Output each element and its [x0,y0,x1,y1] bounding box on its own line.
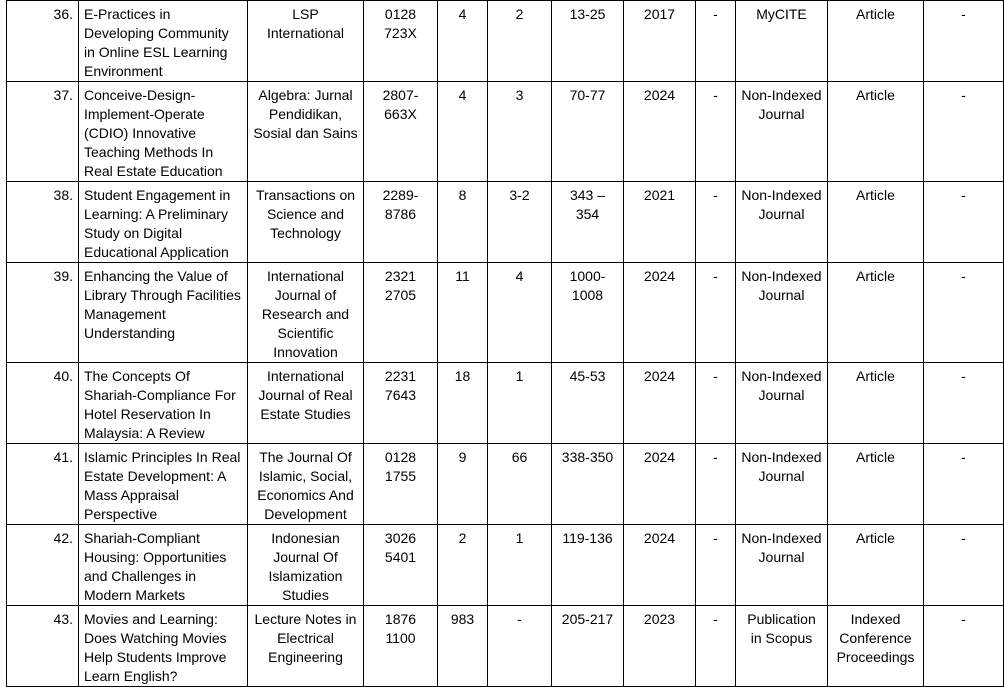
publication-type: Article [828,1,924,82]
remark-cell: - [924,606,1004,687]
volume: 4 [438,1,488,82]
issue: 3-2 [488,182,552,263]
publication-type: Article [828,182,924,263]
pages: 205-217 [552,606,624,687]
row-number: 43. [7,606,79,687]
article-title: Movies and Learning: Does Watching Movies Help Students Improve Learn English? [79,606,248,687]
journal-name: Lecture Notes in Electrical Engineering [248,606,364,687]
volume: 8 [438,182,488,263]
year: 2024 [624,363,696,444]
issue: 3 [488,82,552,182]
pages: 119-136 [552,525,624,606]
article-title: Islamic Principles In Real Estate Development: A Mass Appraisal Perspective [79,444,248,525]
remark-cell: - [924,1,1004,82]
publication-type: Article [828,444,924,525]
year: 2021 [624,182,696,263]
row-number: 41. [7,444,79,525]
issue: 1 [488,525,552,606]
volume: 4 [438,82,488,182]
issn: 2807-663X [364,82,438,182]
indexing: MyCITE [736,1,828,82]
journal-name: The Journal Of Islamic, Social, Economics And Development [248,444,364,525]
table-row [7,1,1004,82]
dash-cell: - [696,1,736,82]
volume: 983 [438,606,488,687]
issue: 66 [488,444,552,525]
row-number: 36. [7,1,79,82]
year: 2023 [624,606,696,687]
issue: 2 [488,1,552,82]
year: 2017 [624,1,696,82]
dash-cell: - [696,363,736,444]
publication-type: Article [828,525,924,606]
year: 2024 [624,263,696,363]
issn: 1876 1100 [364,606,438,687]
year: 2024 [624,444,696,525]
publication-type: Article [828,82,924,182]
volume: 11 [438,263,488,363]
remark-cell: - [924,182,1004,263]
article-title: The Concepts Of Shariah-Compliance For Hotel Reservation In Malaysia: A Review [79,363,248,444]
issn: 0128 1755 [364,444,438,525]
publication-type: Indexed Conference Proceedings [828,606,924,687]
table-row [7,525,1004,606]
journal-name: Transactions on Science and Technology [248,182,364,263]
article-title: Shariah-Compliant Housing: Opportunities and Challenges in Modern Markets [79,525,248,606]
volume: 18 [438,363,488,444]
year: 2024 [624,82,696,182]
table-row [7,182,1004,263]
journal-name: Indonesian Journal Of Islamization Studies [248,525,364,606]
pages: 1000-1008 [552,263,624,363]
publications-table [6,0,1004,687]
pages: 45-53 [552,363,624,444]
dash-cell: - [696,525,736,606]
article-title: E-Practices in Developing Community in Online ESL Learning Environment [79,1,248,82]
pages: 338-350 [552,444,624,525]
row-number: 40. [7,363,79,444]
issue: - [488,606,552,687]
article-title: Conceive-Design-Implement-Operate (CDIO) Innovative Teaching Methods In Real Estate Education [79,82,248,182]
table-body [7,1,1004,687]
dash-cell: - [696,263,736,363]
row-number: 37. [7,82,79,182]
table-row [7,606,1004,687]
table-row [7,82,1004,182]
issn: 2231 7643 [364,363,438,444]
pages: 70-77 [552,82,624,182]
row-number: 38. [7,182,79,263]
pages: 13-25 [552,1,624,82]
table-row [7,263,1004,363]
dash-cell: - [696,182,736,263]
indexing: Non-Indexed Journal [736,82,828,182]
issue: 1 [488,363,552,444]
volume: 2 [438,525,488,606]
issn: 0128 723X [364,1,438,82]
issn: 3026 5401 [364,525,438,606]
article-title: Student Engagement in Learning: A Preliminary Study on Digital Educational Application [79,182,248,263]
issn: 2289-8786 [364,182,438,263]
publication-type: Article [828,263,924,363]
indexing: Non-Indexed Journal [736,182,828,263]
pages: 343 – 354 [552,182,624,263]
year: 2024 [624,525,696,606]
issue: 4 [488,263,552,363]
indexing: Non-Indexed Journal [736,525,828,606]
remark-cell: - [924,82,1004,182]
indexing: Non-Indexed Journal [736,263,828,363]
journal-name: LSP International [248,1,364,82]
dash-cell: - [696,82,736,182]
remark-cell: - [924,363,1004,444]
row-number: 39. [7,263,79,363]
remark-cell: - [924,525,1004,606]
journal-name: International Journal of Real Estate Studies [248,363,364,444]
remark-cell: - [924,263,1004,363]
article-title: Enhancing the Value of Library Through Facilities Management Understanding [79,263,248,363]
indexing: Non-Indexed Journal [736,444,828,525]
indexing: Non-Indexed Journal [736,363,828,444]
table-row [7,444,1004,525]
publication-type: Article [828,363,924,444]
indexing: Publication in Scopus [736,606,828,687]
dash-cell: - [696,444,736,525]
remark-cell: - [924,444,1004,525]
journal-name: International Journal of Research and Scientific Innovation [248,263,364,363]
dash-cell: - [696,606,736,687]
journal-name: Algebra: Jurnal Pendidikan, Sosial dan Sains [248,82,364,182]
volume: 9 [438,444,488,525]
table-row [7,363,1004,444]
row-number: 42. [7,525,79,606]
issn: 2321 2705 [364,263,438,363]
